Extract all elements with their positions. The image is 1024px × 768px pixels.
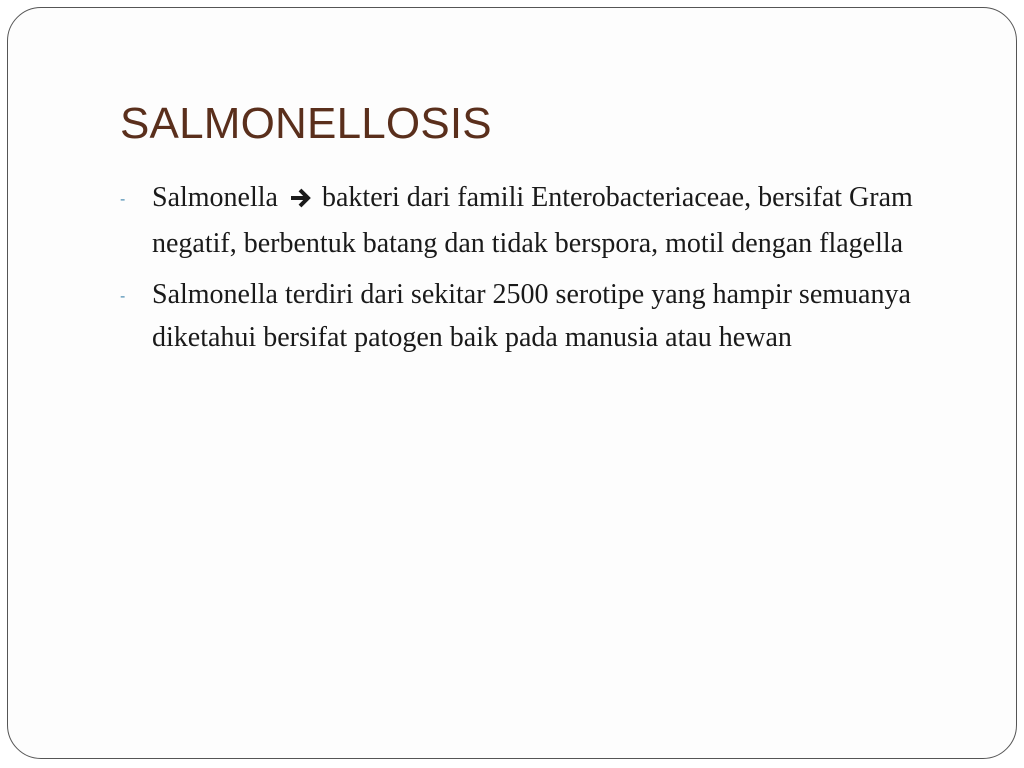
bullet-text-description: bakteri dari famili Enterobacteriaceae, bersifat Gram negatif, berbentuk batang dan tidak berspora, motil dengan flagella [152,182,913,259]
bullet-text-lead: Salmonella [152,182,278,213]
slide-frame [7,7,1017,759]
slide-title: SALMONELLOSIS [120,99,492,148]
bullet-text: Salmonella terdiri dari sekitar 2500 serotipe yang hampir semuanya diketahui bersifat patogen baik pada manusia atau hewan [152,279,911,353]
bullet-item-serotypes [120,273,990,359]
right-arrow-icon [289,179,313,222]
bullet-marker: - [120,191,126,208]
bullet-list [120,176,990,367]
bullet-item-salmonella-definition [120,176,990,265]
bullet-marker: - [120,288,126,305]
